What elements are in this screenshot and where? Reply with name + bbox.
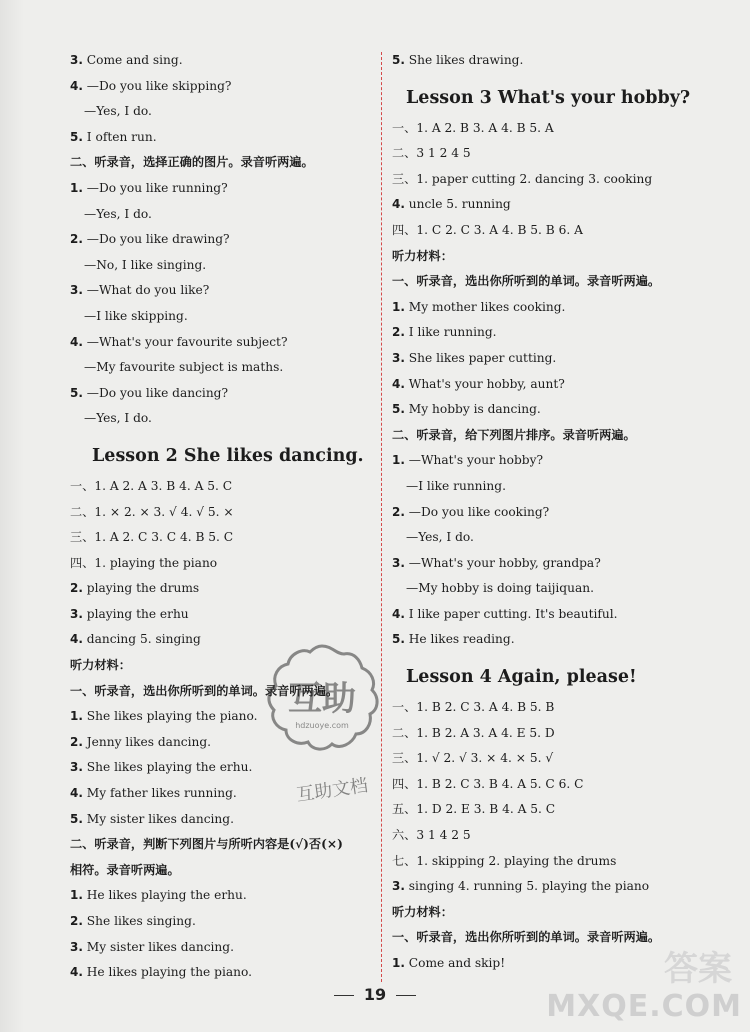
answer-line: [392, 218, 722, 244]
item-text: My sister likes dancing.: [82, 939, 234, 954]
answer-line: [70, 355, 370, 381]
answer-line: [70, 602, 370, 628]
item-number: 4.: [70, 334, 83, 349]
item-number: 3.: [392, 879, 405, 894]
answer-line: [392, 192, 722, 218]
answer-line: [392, 167, 722, 193]
item-text: He likes reading.: [404, 632, 515, 647]
item-number: 1.: [70, 180, 83, 195]
answer-line: [392, 244, 722, 270]
answer-line: [70, 278, 370, 304]
answer-line: [392, 576, 722, 602]
left-column: [70, 48, 370, 986]
item-text: —What do you like?: [82, 283, 210, 298]
item-number: 3.: [392, 555, 405, 570]
item-text: 二、听录音，判断下列图片与所听内容是(√)否(×): [70, 837, 343, 852]
answer-line: [70, 99, 370, 125]
item-text: 二、1. B 2. A 3. A 4. E 5. D: [392, 725, 555, 740]
stamp-url-text: hdzuoye.com: [295, 721, 349, 730]
answer-line: [392, 849, 722, 875]
answer-line: [392, 141, 722, 167]
item-text: I like running.: [404, 325, 497, 340]
answer-line: [392, 448, 722, 474]
item-text: She likes playing the erhu.: [82, 760, 253, 775]
item-number: 2.: [392, 325, 405, 340]
item-number: 1.: [392, 299, 405, 314]
lesson-title: Lesson 3 What's your hobby?: [406, 87, 691, 108]
item-text: 三、1. paper cutting 2. dancing 3. cooking: [392, 171, 653, 186]
item-text: What's your hobby, aunt?: [404, 376, 565, 391]
item-number: 4.: [392, 197, 405, 212]
answer-line: [392, 602, 722, 628]
item-number: 1.: [70, 709, 83, 724]
item-number: 4.: [392, 376, 405, 391]
item-text: I often run.: [82, 129, 157, 144]
item-number: 3.: [70, 53, 83, 67]
item-number: 3.: [70, 939, 83, 954]
item-text: 三、1. √ 2. √ 3. × 4. × 5. √: [392, 751, 554, 766]
item-number: 3.: [70, 760, 83, 775]
answer-line: [70, 960, 370, 986]
answer-line: [70, 176, 370, 202]
item-text: —What's your favourite subject?: [82, 334, 288, 349]
item-number: 4.: [70, 632, 83, 647]
answer-line: [392, 900, 722, 926]
item-text: 一、1. B 2. C 3. A 4. B 5. B: [392, 700, 555, 715]
item-text: —Do you like drawing?: [82, 232, 230, 247]
item-text: She likes paper cutting.: [404, 350, 557, 365]
item-number: 2.: [392, 504, 405, 519]
item-number: 5.: [70, 129, 83, 144]
answer-line: [392, 695, 722, 721]
item-number: 5.: [392, 632, 405, 647]
item-text: 二、3 1 2 4 5: [392, 146, 471, 161]
column-divider: [381, 52, 382, 982]
item-number: 2.: [70, 734, 83, 749]
answer-line: [70, 551, 370, 577]
answer-line: [392, 423, 722, 449]
answer-line: [392, 823, 722, 849]
stamp-main-text: 互助: [288, 679, 356, 719]
item-number: 5.: [392, 402, 405, 417]
item-text: 四、1. playing the piano: [70, 555, 218, 570]
item-text: playing the erhu: [82, 606, 189, 621]
item-text: 一、1. A 2. B 3. A 4. B 5. A: [392, 120, 554, 135]
lesson-title: Lesson 2 She likes dancing.: [92, 445, 364, 466]
item-text: —Do you like cooking?: [404, 504, 550, 519]
answer-line: [392, 48, 722, 74]
item-text: 一、听录音，选出你所听到的单词。录音听两遍。: [392, 930, 661, 945]
hudong-stamp-watermark: [262, 640, 382, 760]
answer-line: [70, 500, 370, 526]
item-text: uncle 5. running: [404, 197, 511, 212]
answer-line: [70, 832, 370, 858]
answer-line: [70, 576, 370, 602]
item-text: 相符。录音听两遍。: [70, 862, 180, 877]
answer-line: [70, 909, 370, 935]
item-number: 4.: [70, 965, 83, 980]
item-text: 二、听录音，给下列图片排序。录音听两遍。: [392, 427, 636, 442]
answer-line: [392, 772, 722, 798]
item-number: 4.: [70, 78, 83, 93]
item-text: —Do you like running?: [82, 180, 228, 195]
item-text: 一、听录音，选出你所听到的单词。录音听两遍。: [70, 683, 339, 698]
answer-line: [70, 807, 370, 833]
answer-line: [70, 525, 370, 551]
answer-line: [70, 150, 370, 176]
item-text: —No, I like singing.: [84, 257, 207, 272]
corner-watermark-top: 答案: [664, 949, 732, 989]
item-number: 1.: [392, 453, 405, 468]
answer-line: [70, 381, 370, 407]
item-text: —My hobby is doing taijiquan.: [406, 581, 594, 596]
item-number: 5.: [392, 53, 405, 67]
answer-line: [70, 330, 370, 356]
item-text: 二、听录音，选择正确的图片。录音听两遍。: [70, 155, 314, 170]
item-text: playing the drums: [82, 581, 200, 596]
item-number: 5.: [70, 811, 83, 826]
item-text: 四、1. C 2. C 3. A 4. B 5. B 6. A: [392, 222, 583, 237]
item-text: 四、1. B 2. C 3. B 4. A 5. C 6. C: [392, 776, 584, 791]
item-number: 3.: [70, 283, 83, 298]
item-text: —Yes, I do.: [84, 206, 152, 221]
item-number: 2.: [70, 581, 83, 596]
answer-line: [392, 372, 722, 398]
item-text: —What's your hobby, grandpa?: [404, 555, 601, 570]
item-text: 听力材料：: [392, 904, 453, 919]
item-text: —My favourite subject is maths.: [84, 360, 284, 375]
page-spine-shadow: [0, 0, 24, 1032]
item-text: singing 4. running 5. playing the piano: [404, 879, 650, 894]
stamp-caption: 互助文档: [295, 775, 370, 806]
item-number: 2.: [70, 914, 83, 928]
answer-line: [70, 304, 370, 330]
item-text: —Yes, I do.: [406, 530, 474, 545]
item-text: He likes playing the erhu.: [82, 888, 247, 903]
answer-line: [70, 48, 370, 74]
item-text: I like paper cutting. It's beautiful.: [404, 606, 618, 621]
item-number: 3.: [392, 350, 405, 365]
answer-line: [392, 346, 722, 372]
item-text: Come and sing.: [82, 53, 183, 67]
item-number: 1.: [392, 956, 405, 970]
item-text: 一、听录音，选出你所听到的单词。录音听两遍。: [392, 274, 661, 289]
answer-line: [392, 269, 722, 295]
item-text: My hobby is dancing.: [404, 402, 541, 417]
answer-line: [392, 295, 722, 321]
answer-line: [392, 474, 722, 500]
answer-line: [70, 858, 370, 884]
answer-line: [70, 935, 370, 961]
answer-line: [392, 397, 722, 423]
item-text: —Do you like dancing?: [82, 385, 229, 400]
answer-line: [70, 74, 370, 100]
item-text: 五、1. D 2. E 3. B 4. A 5. C: [392, 802, 556, 817]
item-text: —Yes, I do.: [84, 411, 152, 426]
item-text: —Do you like skipping?: [82, 78, 232, 93]
item-text: Jenny likes dancing.: [82, 734, 212, 749]
item-text: —What's your hobby?: [404, 453, 543, 468]
answer-line: [70, 406, 370, 432]
answer-line: [70, 883, 370, 909]
answer-line: [392, 721, 722, 747]
answer-line: [392, 746, 722, 772]
item-text: 三、1. A 2. C 3. C 4. B 5. C: [70, 530, 234, 545]
item-text: My father likes running.: [82, 786, 237, 801]
item-text: She likes drawing.: [404, 53, 524, 67]
footer-dash-left: [334, 995, 354, 997]
item-text: —Yes, I do.: [84, 104, 152, 119]
item-text: Come and skip!: [404, 956, 506, 970]
answer-line: [392, 874, 722, 900]
answer-line: [392, 116, 722, 142]
item-text: My sister likes dancing.: [82, 811, 234, 826]
item-text: 听力材料：: [70, 658, 131, 673]
footer-dash-right: [396, 995, 416, 997]
item-number: 1.: [70, 888, 83, 903]
item-text: My mother likes cooking.: [404, 299, 566, 314]
item-text: —I like running.: [406, 478, 506, 493]
answer-line: [392, 627, 722, 653]
lesson-title: Lesson 4 Again, please!: [406, 667, 637, 688]
item-number: 3.: [70, 606, 83, 621]
answer-line: [70, 125, 370, 151]
item-text: 二、1. × 2. × 3. √ 4. √ 5. ×: [70, 504, 234, 519]
item-text: She likes singing.: [82, 914, 196, 928]
item-text: dancing 5. singing: [82, 632, 201, 647]
answer-line: [70, 253, 370, 279]
item-number: 4.: [70, 786, 83, 801]
page-number: 19: [363, 985, 387, 1004]
answer-line: [392, 551, 722, 577]
item-number: 4.: [392, 606, 405, 621]
answer-line: [392, 525, 722, 551]
item-number: 2.: [70, 232, 83, 247]
corner-watermark-bottom: MXQE.COM: [546, 989, 742, 1024]
answer-line: [70, 202, 370, 228]
right-column: [392, 48, 722, 977]
answer-line: [392, 500, 722, 526]
item-text: 一、1. A 2. A 3. B 4. A 5. C: [70, 478, 233, 493]
item-text: 六、3 1 4 2 5: [392, 828, 471, 843]
answer-line: [392, 797, 722, 823]
item-text: She likes playing the piano.: [82, 709, 258, 724]
answer-line: [70, 474, 370, 500]
item-text: —I like skipping.: [84, 308, 188, 323]
item-number: 5.: [70, 385, 83, 400]
item-text: 听力材料：: [392, 248, 453, 263]
item-text: He likes playing the piano.: [82, 965, 252, 980]
answer-line: [70, 227, 370, 253]
answer-line: [392, 320, 722, 346]
item-text: 七、1. skipping 2. playing the drums: [392, 853, 617, 868]
